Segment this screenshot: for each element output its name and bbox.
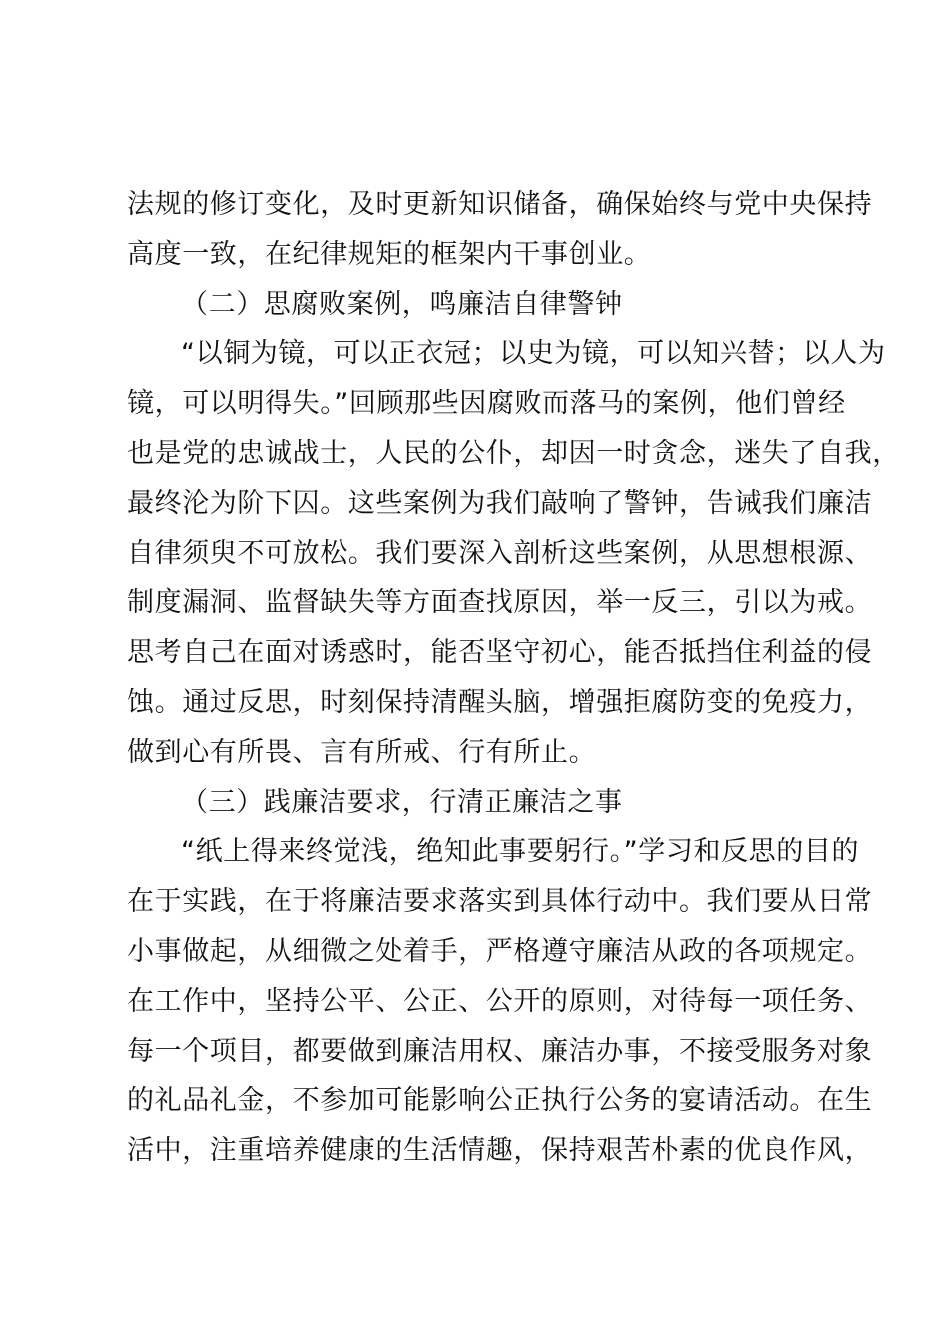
- body-text-line: 小事做起，从细微之处着手，严格遵守廉洁从政的各项规定。: [127, 935, 873, 967]
- body-text-line: 制度漏洞、监督缺失等方面查找原因，举一反三，引以为戒。: [127, 587, 873, 619]
- paragraph-first-line: “纸上得来终觉浅，绝知此事要躬行。”学习和反思的目的: [181, 836, 860, 868]
- paragraph-first-line: “以铜为镜，可以正衣冠；以史为镜，可以知兴替；以人为: [181, 338, 886, 370]
- body-text-line: 每一个项目，都要做到廉洁用权、廉洁办事，不接受服务对象: [127, 1035, 873, 1067]
- body-text-line: 蚀。通过反思，时刻保持清醒头脑，增强拒腐防变的免疫力，: [127, 686, 873, 718]
- document-page: [127, 180, 900, 1176]
- body-text-line: 在于实践，在于将廉洁要求落实到具体行动中。我们要从日常: [127, 886, 873, 918]
- body-text-line: 做到心有所畏、言有所戒、行有所止。: [127, 736, 597, 768]
- body-text-line: 在工作中，坚持公平、公正、公开的原则，对待每一项任务、: [127, 985, 873, 1017]
- body-text-line: 也是党的忠诚战士，人民的公仆，却因一时贪念，迷失了自我，: [127, 437, 900, 469]
- body-text-line: 的礼品礼金，不参加可能影响公正执行公务的宴请活动。在生: [127, 1085, 873, 1117]
- section-heading-3: （三）践廉洁要求，行清正廉洁之事: [181, 786, 623, 818]
- body-text-line: 镜，可以明得失。”回顾那些因腐败而落马的案例，他们曾经: [127, 388, 846, 420]
- body-text-line: 思考自己在面对诱惑时，能否坚守初心，能否抵挡住利益的侵: [127, 637, 873, 669]
- section-heading-2: （二）思腐败案例，鸣廉洁自律警钟: [181, 288, 623, 320]
- body-text-line: 最终沦为阶下囚。这些案例为我们敲响了警钟，告诫我们廉洁: [127, 487, 873, 519]
- body-text-line: 自律须臾不可放松。我们要深入剖析这些案例，从思想根源、: [127, 537, 873, 569]
- body-text-line: 活中，注重培养健康的生活情趣，保持艰苦朴素的优良作风，: [127, 1135, 873, 1167]
- body-text-line: 法规的修订变化，及时更新知识储备，确保始终与党中央保持: [127, 189, 873, 220]
- body-text-line: 高度一致，在纪律规矩的框架内干事创业。: [127, 238, 652, 270]
